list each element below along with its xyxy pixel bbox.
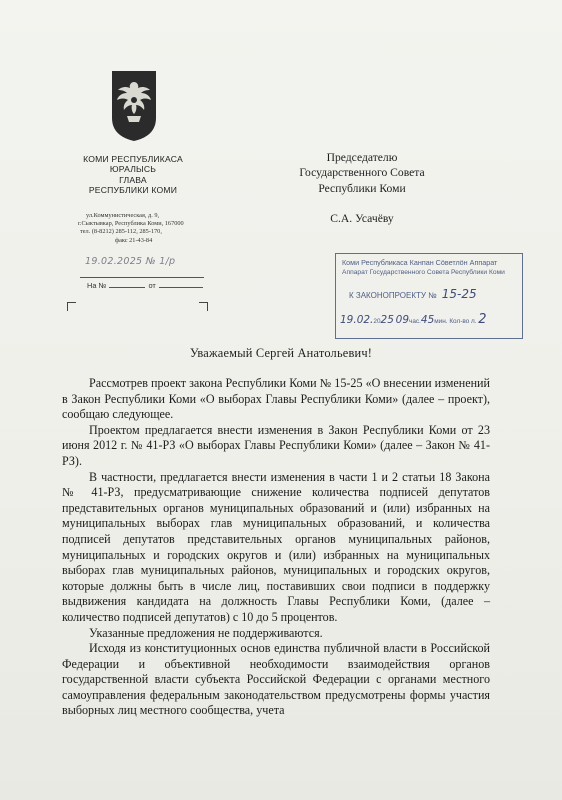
contact-line: г.Сыктывкар, Республика Коми, 167000 — [78, 220, 184, 228]
org-line: РЕСПУБЛИКИ КОМИ — [88, 185, 178, 196]
stamp-year-handwritten: 25 — [380, 314, 394, 326]
stamp-date-handwritten: 19.02. — [340, 314, 374, 326]
body-paragraph: В частности, предлагается внести изменения в части 1 и 2 статьи 18 Закона № 41-РЗ, предусматривающие снижение количества подписей депутатов представительных органов муниципальных образований и (или) избранных на муниципальных выборах глав муниципальных образований, и количества подписей депутатов представительных органов муниципальных районов, муниципальных и городских округов и (или) избранных на муниципальных выборах глав муниципальных районов, муниципальных и городских округов, которые должны быть в числе лиц, поставивших свои подписи в поддержку выдвижения кандидата на должность Главы Республики Коми, (далее – количество подписей депутатов) с 10 до 5 процентов. — [62, 469, 490, 624]
stamp-date-row — [340, 312, 487, 327]
sender-organization — [68, 154, 198, 196]
org-line: ГЛАВА — [119, 174, 147, 185]
body-paragraph: Проектом предлагается внести изменения в Закон Республики Коми от 23 июня 2012 г. № 41-РЗ «О выборах Главы Республики Коми» (далее – Закон № 41-РЗ). — [62, 422, 490, 468]
outgoing-number-handwritten: 19.02.2025 № 1/р — [85, 256, 176, 267]
org-line: КОМИ РЕСПУБЛИКАСА — [83, 154, 183, 164]
letter-body — [62, 376, 490, 719]
addressee-line: Государственного Совета — [299, 166, 425, 180]
contact-line: тел. (8-8212) 285-112, 285-170, — [80, 228, 162, 236]
body-paragraph: Указанные предложения не поддерживаются. — [89, 625, 323, 640]
stamp-minutes-label: мин. Кол-во л. — [434, 318, 477, 325]
contact-line: факс 21-43-84 — [115, 236, 153, 244]
stamp-line-komi: Коми Республикаса Канпан Сöветлöн Аппарат — [342, 258, 498, 267]
org-line: ЮРАЛЫСЬ — [109, 164, 157, 175]
stamp-count-handwritten: 2 — [478, 312, 487, 327]
stamp-bill-number: 15-25 — [441, 287, 477, 301]
body-paragraph: Рассмотрев проект закона Республики Коми № 15-25 «О внесении изменений в Закон Республики Коми «О выборах Главы Республики Коми» (далее – проект), сообщаю следующее. — [62, 376, 490, 422]
ot-blank — [159, 279, 203, 288]
stamp-time-handwritten: 09 — [395, 314, 410, 326]
registration-stamp — [335, 253, 523, 339]
addressee-name: С.А. Усачёву — [330, 212, 394, 226]
contact-line: ул.Коммунистическая, д. 9, — [86, 212, 160, 219]
ot-label: от — [148, 281, 156, 290]
body-paragraph: Исходя из конституционных основ единства публичной власти в Российской Федерации и объективной необходимости взаимодействия органов государственной власти субъекта Российской Федерации с органами местного самоуправления федеральным законодательством предусмотрены формы участия выборных лиц местного сообщества, учета — [62, 641, 490, 718]
stamp-line-russian: Аппарат Государственного Совета Республики Коми — [342, 269, 505, 276]
sender-contacts — [78, 212, 224, 245]
stamp-bill-label: К ЗАКОНОПРОЕКТУ № — [349, 291, 437, 300]
corner-mark-left — [67, 302, 76, 311]
addressee-line: Республики Коми — [318, 181, 406, 195]
stamp-minutes-handwritten: 45 — [420, 314, 435, 326]
na-label: На № — [87, 281, 107, 290]
stamp-year-prefix: 20 — [373, 318, 381, 325]
corner-mark-right — [199, 302, 208, 311]
addressee-block — [282, 150, 442, 227]
coat-of-arms-emblem — [111, 70, 157, 142]
letter-greeting: Уважаемый Сергей Анатольевич! — [189, 346, 373, 360]
stamp-bill-row — [349, 287, 477, 301]
reference-number-row — [87, 279, 203, 290]
addressee-line: Председателю — [326, 151, 398, 164]
stamp-time-label: час. — [409, 318, 421, 325]
na-blank — [109, 279, 145, 288]
